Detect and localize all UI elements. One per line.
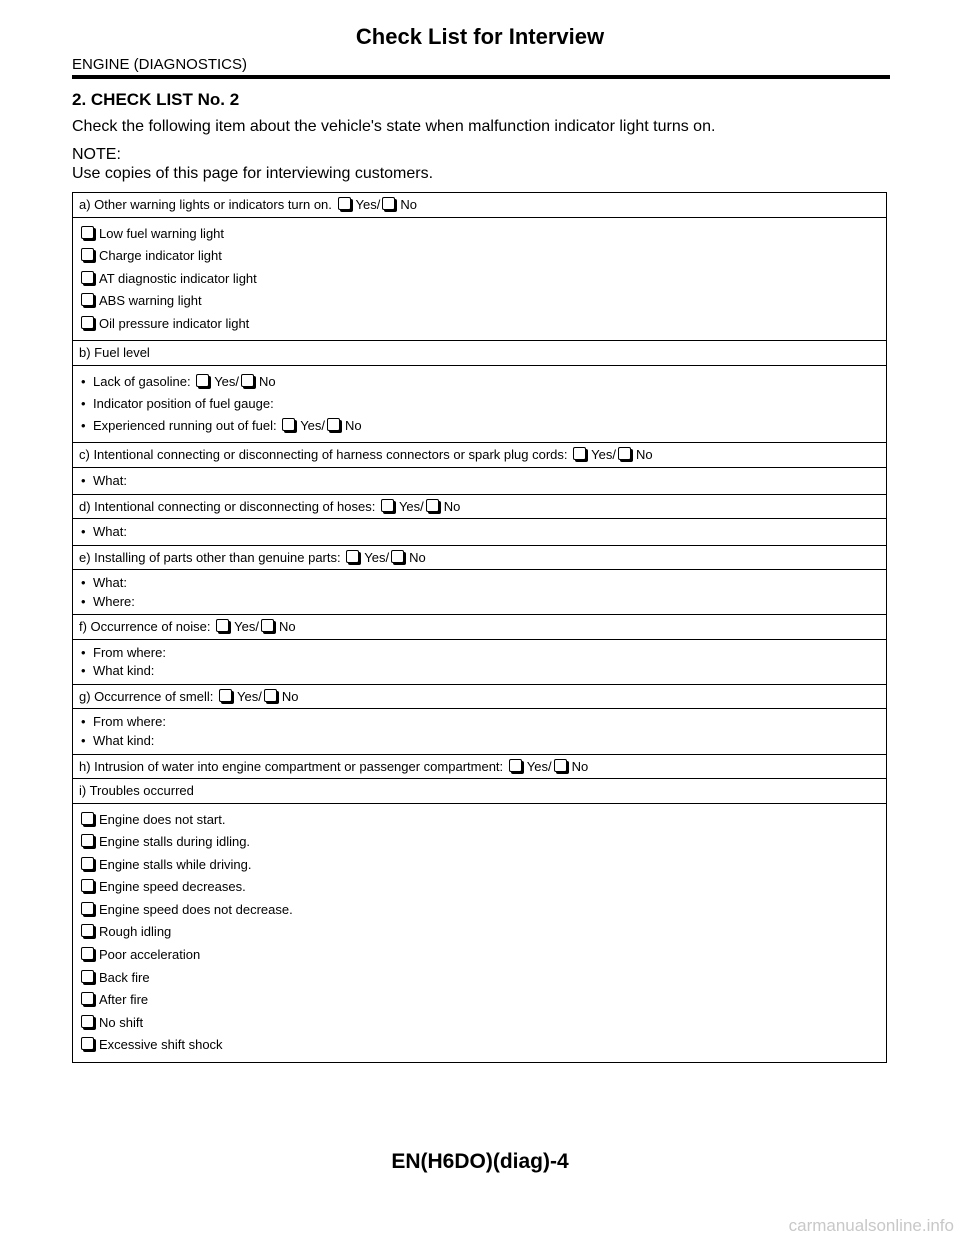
table-row: [73, 803, 887, 1062]
yes-checkbox[interactable]: [381, 499, 394, 512]
question-b: b) Fuel level: [79, 345, 150, 361]
option-checkbox[interactable]: [81, 924, 94, 937]
table-row: d) Intentional connecting or disconnecting of hoses: Yes/ No: [73, 494, 887, 519]
list-item: Low fuel warning light: [79, 225, 880, 243]
list-item: Excessive shift shock: [79, 1036, 880, 1054]
option-checkbox[interactable]: [81, 271, 94, 284]
list-item: • Experienced running out of fuel: Yes/ No: [79, 417, 880, 435]
no-checkbox[interactable]: [618, 447, 631, 460]
intro-text: Check the following item about the vehicle's state when malfunction indicator light turns on.: [72, 118, 716, 135]
note-text: Use copies of this page for interviewing customers.: [72, 165, 434, 182]
list-item: Engine stalls during idling.: [79, 833, 880, 851]
yes-checkbox[interactable]: [196, 374, 209, 387]
no-checkbox[interactable]: [327, 418, 340, 431]
list-item: • What:: [79, 523, 880, 541]
list-item: Poor acceleration: [79, 946, 880, 964]
list-item: Rough idling: [79, 923, 880, 941]
option-checkbox[interactable]: [81, 1037, 94, 1050]
question-d: d) Intentional connecting or disconnecting of hoses:: [79, 498, 376, 514]
yes-checkbox[interactable]: [509, 759, 522, 772]
list-item: Charge indicator light: [79, 247, 880, 265]
table-row: [73, 217, 887, 341]
list-item: Engine speed decreases.: [79, 878, 880, 896]
list-item: After fire: [79, 991, 880, 1009]
table-row: [73, 639, 887, 684]
option-checkbox[interactable]: [81, 226, 94, 239]
option-checkbox[interactable]: [81, 947, 94, 960]
list-item: • Where:: [79, 593, 880, 611]
table-row: h) Intrusion of water into engine compartment or passenger compartment: Yes/ No: [73, 754, 887, 779]
table-row: [73, 365, 887, 443]
yes-checkbox[interactable]: [346, 550, 359, 563]
table-row: [73, 341, 887, 366]
list-item: Oil pressure indicator light: [79, 315, 880, 333]
question-i: i) Troubles occurred: [79, 783, 194, 799]
yes-checkbox[interactable]: [219, 689, 232, 702]
yes-checkbox[interactable]: [573, 447, 586, 460]
no-checkbox[interactable]: [264, 689, 277, 702]
table-row: [73, 709, 887, 754]
option-checkbox[interactable]: [81, 834, 94, 847]
list-item: • Lack of gasoline: Yes/ No: [79, 373, 880, 391]
table-row: [73, 570, 887, 615]
option-checkbox[interactable]: [81, 902, 94, 915]
option-checkbox[interactable]: [81, 992, 94, 1005]
yes-checkbox[interactable]: [216, 619, 229, 632]
list-item: • What kind:: [79, 732, 880, 750]
yes-checkbox[interactable]: [282, 418, 295, 431]
table-row: a) Other warning lights or indicators turn on. Yes/ No: [73, 193, 887, 218]
page-title: Check List for Interview: [355, 24, 605, 49]
list-item: Engine speed does not decrease.: [79, 901, 880, 919]
option-checkbox[interactable]: [81, 812, 94, 825]
question-a: a) Other warning lights or indicators turn on.: [79, 197, 332, 212]
checklist-table: [72, 192, 887, 1063]
list-item: AT diagnostic indicator light: [79, 270, 880, 288]
option-checkbox[interactable]: [81, 248, 94, 261]
no-checkbox[interactable]: [382, 197, 395, 210]
list-item: • Indicator position of fuel gauge:: [79, 395, 880, 413]
option-checkbox[interactable]: [81, 857, 94, 870]
table-row: f) Occurrence of noise: Yes/ No: [73, 615, 887, 640]
option-checkbox[interactable]: [81, 1015, 94, 1028]
question-h: h) Intrusion of water into engine compartment or passenger compartment:: [79, 758, 504, 774]
yes-checkbox[interactable]: [338, 197, 351, 210]
note-label: NOTE:: [72, 146, 121, 163]
question-e: e) Installing of parts other than genuine parts:: [79, 549, 341, 565]
option-checkbox[interactable]: [81, 970, 94, 983]
table-row: g) Occurrence of smell: Yes/ No: [73, 684, 887, 709]
table-row: [73, 779, 887, 804]
question-g: g) Occurrence of smell:: [79, 688, 214, 704]
option-checkbox[interactable]: [81, 316, 94, 329]
no-checkbox[interactable]: [241, 374, 254, 387]
no-checkbox[interactable]: [426, 499, 439, 512]
no-checkbox[interactable]: [261, 619, 274, 632]
question-c: c) Intentional connecting or disconnecting of harness connectors or spark plug cords:: [79, 447, 568, 463]
list-item: • From where:: [79, 713, 880, 731]
table-row: [73, 468, 887, 495]
section-header: ENGINE (DIAGNOSTICS): [72, 56, 248, 73]
option-checkbox[interactable]: [81, 879, 94, 892]
list-item: No shift: [79, 1014, 880, 1032]
page-footer: EN(H6DO)(diag)-4: [391, 1150, 569, 1173]
table-row: c) Intentional connecting or disconnecting of harness connectors or spark plug cords: Yes/ No: [73, 443, 887, 468]
header-rule: [72, 75, 890, 79]
no-checkbox[interactable]: [391, 550, 404, 563]
list-item: • What:: [79, 574, 880, 592]
watermark: carmanualsonline.info: [788, 1216, 954, 1235]
list-item: Engine does not start.: [79, 811, 880, 829]
no-checkbox[interactable]: [554, 759, 567, 772]
list-item: ABS warning light: [79, 292, 880, 310]
list-item: • What kind:: [79, 662, 880, 680]
table-row: e) Installing of parts other than genuine parts: Yes/ No: [73, 545, 887, 570]
table-row: [73, 519, 887, 546]
list-item: • From where:: [79, 644, 880, 662]
list-item: Engine stalls while driving.: [79, 856, 880, 874]
list-item: • What:: [79, 472, 880, 490]
list-item: Back fire: [79, 969, 880, 987]
checklist-heading: 2. CHECK LIST No. 2: [72, 90, 240, 109]
question-f: f) Occurrence of noise:: [79, 619, 211, 635]
option-checkbox[interactable]: [81, 293, 94, 306]
